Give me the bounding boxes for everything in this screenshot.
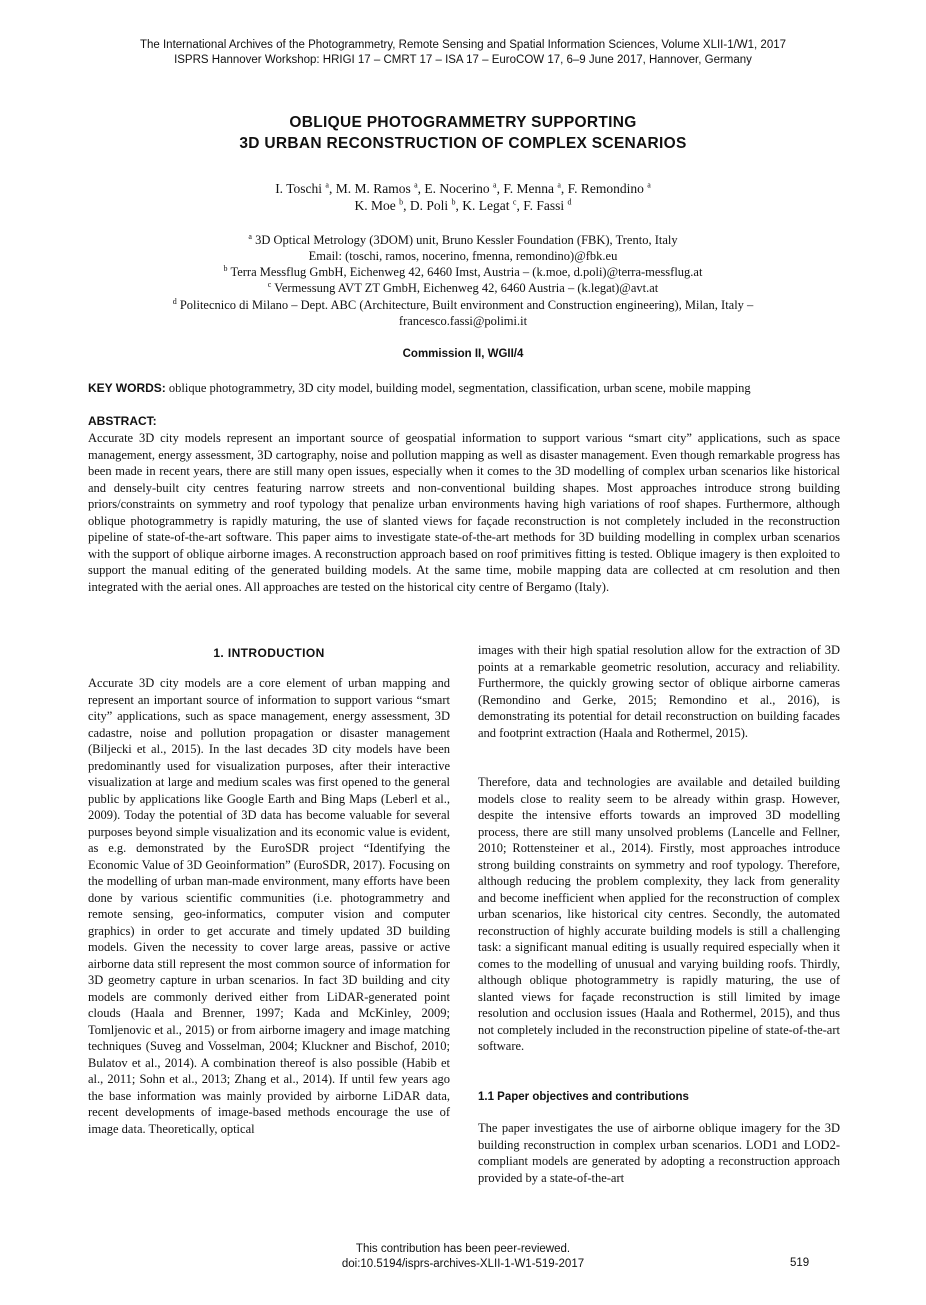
- journal-header-line2: ISPRS Hannover Workshop: HRIGI 17 – CMRT 17 – ISA 17 – EuroCOW 17, 6–9 June 2017, Hannover, Germany: [174, 54, 752, 66]
- commission: Commission II, WGII/4: [402, 348, 524, 360]
- footer-peer-review: This contribution has been peer-reviewed.: [355, 1243, 571, 1255]
- authors-line1: I. Toschi $^a$, M. M. Ramos $^a$, E. Nocerino $^a$, F. Menna $^a$, F. Remondino $^a$: [275, 180, 651, 196]
- affiliation-b: $^b$ Terra Messflug GmbH, Eichenweg 42, 6460 Imst, Austria – (k.moe, d.poli)@terra-messflug.at: [223, 263, 703, 279]
- paper-title-line1: OBLIQUE PHOTOGRAMMETRY SUPPORTING: [289, 114, 637, 131]
- abstract-heading: ABSTRACT:: [88, 414, 157, 428]
- authors-line2: K. Moe $^b$, D. Poli $^b$, K. Legat $^c$, F. Fassi $^d$: [354, 197, 572, 213]
- affiliation-a: $^a$ 3D Optical Metrology (3DOM) unit, Bruno Kessler Foundation (FBK), Trento, Italy: [248, 231, 678, 247]
- keywords: [88, 380, 840, 396]
- keywords-label: KEY WORDS:: [88, 381, 166, 395]
- introduction-right-text-2: Therefore, data and technologies are available and detailed building models close to reality seem to be already within grasp. However, despite the intensive efforts towards an improved 3D modelling process, there are still many unsolved problems (Lancelle and Fellner, 2010; Rottensteiner et al., 2014). Firstly, most approaches introduce strong building constraints on symmetry and roof typology. Therefore, although reducing the problem complexity, they lack from generality and become inefficient when applied for the reconstruction of complex urban scenarios, like historical city centres. Secondly, the automated reconstruction of highly accurate building models is still a challenging task: a significant manual editing is usually required especially when it comes to the modelling of unusual and varying building roofs. Thirdly, although oblique photogrammetry is rapidly maturing, the use of slanted views for façade reconstruction is still limited by image resolution and occlusion issues (Haala and Rothermel, 2015), and thus not completely included in the reconstruction pipeline of state-of-the-art software.: [478, 775, 840, 1053]
- introduction-right-text-1: images with their high spatial resolution allow for the extraction of 3D points at a remarkable geometric resolution, accuracy and reliability. Furthermore, the quickly growing sector of oblique airborne cameras (Remondino and Gerke, 2015; Remondino et al., 2016), is demonstrating its potential for detail reconstruction on building facades and footprint extraction (Haala and Rothermel, 2015).: [478, 643, 840, 740]
- affiliation-a-email: Email: (toschi, ramos, nocerino, fmenna, remondino)@fbk.eu: [308, 249, 618, 263]
- paper-title-line2: 3D URBAN RECONSTRUCTION OF COMPLEX SCENARIOS: [239, 135, 687, 152]
- keywords-text: oblique photogrammetry, 3D city model, building model, segmentation, classification, urban scene, mobile mapping: [168, 381, 751, 395]
- introduction-heading: 1. INTRODUCTION: [213, 646, 325, 660]
- subsection-heading: 1.1 Paper objectives and contributions: [478, 1091, 689, 1103]
- introduction-left-text: Accurate 3D city models are a core element of urban mapping and represent an important source of information to support various “smart city” applications, such as space management, energy assessment, 3D cadastre, noise and pollution propagation or disaster management (Biljecki et al., 2015). In the last decades 3D city models have been predominantly used for visualization purposes, after their interactive visualization at large and medium scales was first opened to the general public by applications like Google Earth and Bing Maps (Leberl et al., 2009). Today the potential of 3D data has become valuable for several purposes beyond simple visualization and its economic value is evident, as e.g. demonstrated by the EuroSDR project “Identifying the Economic Value of 3D Geoinformation” (EuroSDR, 2017). Focusing on the modelling of urban man-made environment, many efforts have been done by various scientific communities (i.e. photogrammetry and remote sensing, geo-informatics, computer vision and computer graphics) in order to get accurate and timely updated 3D building models. Given the necessity to cover large areas, passive or active airborne data still represent the most common source of information for 3D geometry capture in urban scenarios. In fact 3D building and city models are commonly derived either from LiDAR-generated point clouds (Haala and Brenner, 1997; Kada and McKinley, 2009; Tomljenovic et al., 2015) or from airborne imagery and image matching techniques (Suveg and Vosselman, 2004; Kluckner and Bischof, 2010; Bulatov et al., 2014). A combination thereof is also possible (Habib et al., 2011; Sohn et al., 2013; Zhang et al., 2014). If until few years ago the base information was mainly provided by airborne LiDAR data, recent developments of image-based methods encourage the use of image data. Theoretically, optical: [88, 676, 450, 1136]
- journal-header-line1: The International Archives of the Photogrammetry, Remote Sensing and Spatial Information Sciences, Volume XLII-1/W1, 2017: [139, 39, 787, 51]
- affiliation-c: $^c$ Vermessung AVT ZT GmbH, Eichenweg 42, 6460 Austria – (k.legat)@avt.at: [267, 279, 659, 295]
- page-number: 519: [790, 1257, 810, 1269]
- abstract-text: Accurate 3D city models represent an important source of geospatial information to support various “smart city” applications, such as space management, energy assessment, 3D cartography, noise and pollution mapping as well as disaster management. Even though remarkable progress has been made in recent years, there are still many open issues, especially when it comes to the 3D modelling of complex urban scenarios like historical and densely-built city centres featuring narrow streets and non-conventional building shapes. Most approaches introduce strong building priors/constraints on symmetry and roof typology that penalize urban environments having high variations of roof shapes. Furthermore, although oblique photogrammetry is rapidly maturing, the use of slanted views for façade reconstruction is not completely included in the reconstruction pipeline of state-of-the-art software. This paper aims to investigate state-of-the-art methods for 3D building modelling in complex urban scenarios with the support of oblique airborne images. A reconstruction approach based on roof primitives fitting is tested. Oblique imagery is then exploited to support the manual editing of the generated building models. At the same time, mobile mapping data are collected at cm resolution and then integrated with the aerial ones. All approaches are tested on the historical city centre of Bergamo (Italy).: [88, 431, 840, 594]
- affiliation-d: $^d$ Politecnico di Milano – Dept. ABC (Architecture, Built environment and Construction engineering), Milan, Italy –: [172, 296, 754, 312]
- subsection-text: The paper investigates the use of airborne oblique imagery for the 3D building reconstruction in complex urban scenarios. LOD1 and LOD2-compliant models are generated by adopting a reconstruction approach provided by a state-of-the-art: [478, 1121, 840, 1185]
- footer-doi: doi:10.5194/isprs-archives-XLII-1-W1-519-2017: [341, 1258, 585, 1270]
- affiliation-d-email: francesco.fassi@polimi.it: [398, 314, 528, 328]
